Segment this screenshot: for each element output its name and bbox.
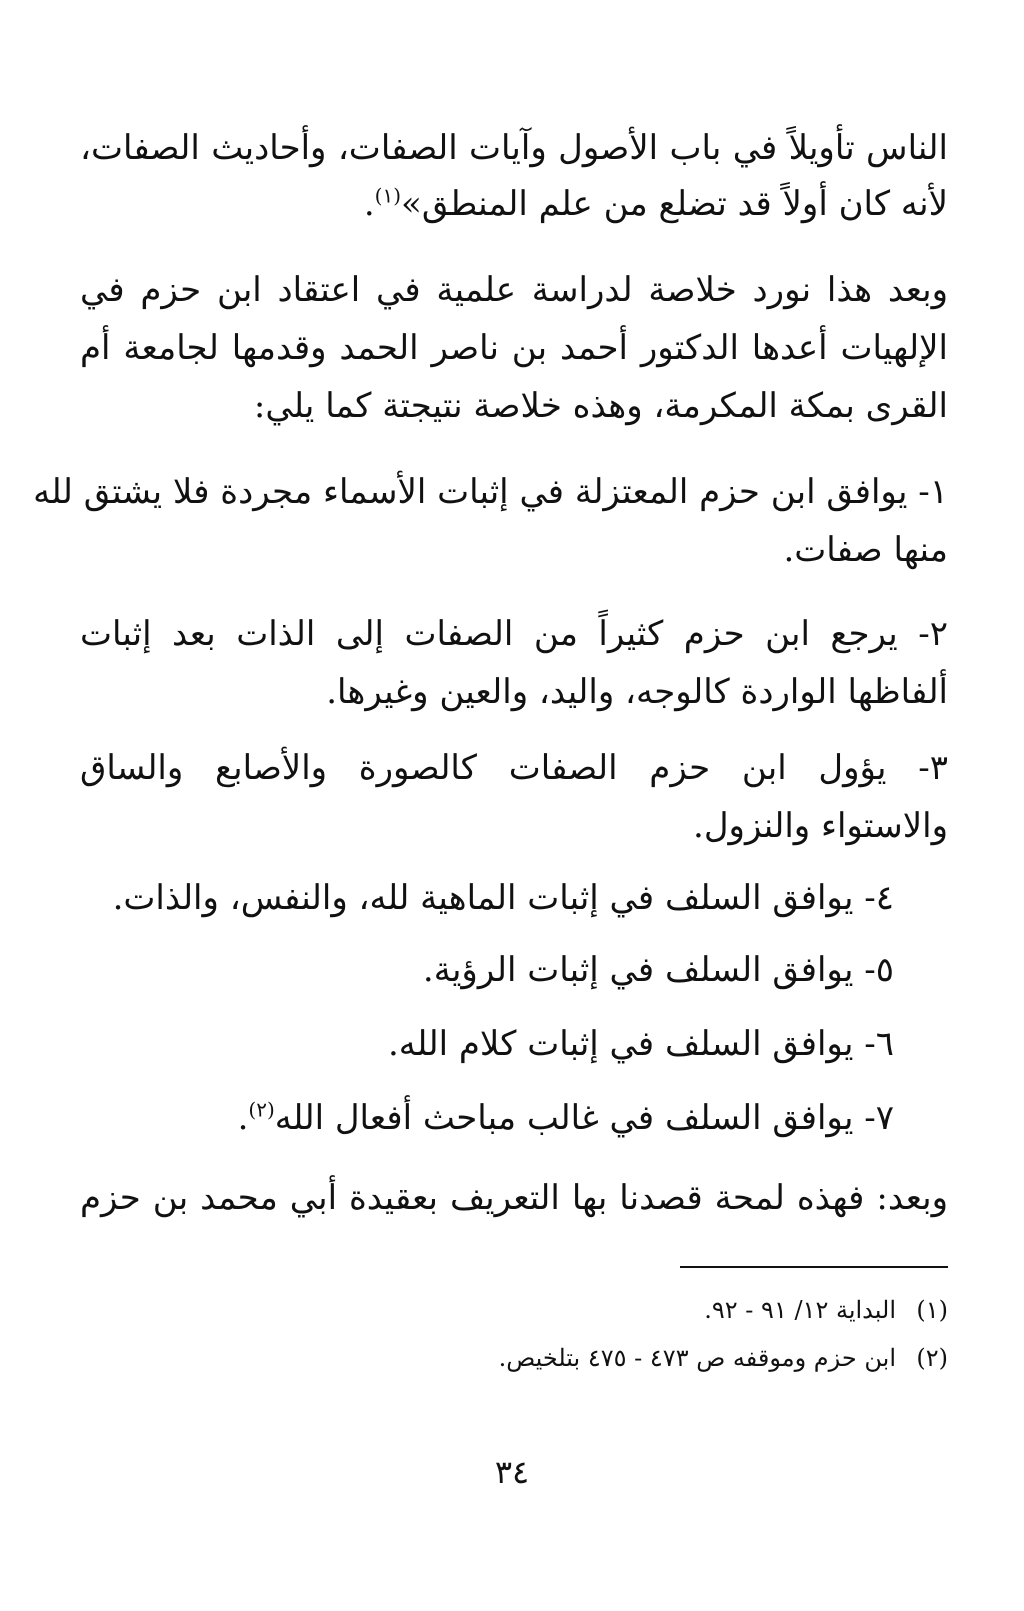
footnote-marker-2: (٢) — [248, 1097, 275, 1122]
body-line-7: منها صفات. — [783, 530, 948, 570]
body-line-11: والاستواء والنزول. — [693, 806, 948, 846]
footnote-2-number: (٢) — [916, 1344, 948, 1372]
footnote-1 — [80, 1290, 948, 1330]
footnote-marker-1: (١) — [374, 183, 402, 208]
body-line-15-text: ٧- يوافق السلف في غالب مباحث أفعال الله — [274, 1098, 894, 1138]
body-line-2 — [80, 176, 948, 232]
body-line-5: القرى بمكة المكرمة، وهذه خلاصة نتيجتة كما يلي: — [253, 386, 948, 426]
page-number: ٣٤ — [494, 1453, 530, 1491]
body-line-8: ٢- يرجع ابن حزم كثيراً من الصفات إلى الذات بعد إثبات — [80, 614, 948, 654]
footnote-separator — [680, 1266, 948, 1268]
footnote-1-text: البداية ١٢/ ٩١ - ٩٢. — [704, 1296, 896, 1324]
body-line-12: ٤- يوافق السلف في إثبات الماهية لله، والنفس، والذات. — [112, 878, 894, 918]
body-line-16: وبعد: فهذه لمحة قصدنا بها التعريف بعقيدة أبي محمد بن حزم — [80, 1178, 948, 1218]
footnote-2-text: ابن حزم وموقفه ص ٤٧٣ - ٤٧٥ بتلخيص. — [498, 1344, 896, 1372]
body-line-10: ٣- يؤول ابن حزم الصفات كالصورة والأصابع والساق — [80, 748, 948, 788]
body-line-2-end: . — [363, 184, 375, 224]
body-line-14: ٦- يوافق السلف في إثبات كلام الله. — [387, 1024, 894, 1064]
body-line-2-text: لأنه كان أولاً قد تضلع من علم المنطق» — [401, 184, 948, 224]
body-line-9: ألفاظها الواردة كالوجه، واليد، والعين وغيرها. — [326, 672, 948, 712]
body-line-15-end: . — [237, 1098, 249, 1138]
body-line-4: الإلهيات أعدها الدكتور أحمد بن ناصر الحمد وقدمها لجامعة أم — [80, 328, 948, 368]
footnote-2 — [80, 1338, 948, 1378]
body-line-6: ١- يوافق ابن حزم المعتزلة في إثبات الأسماء مجردة فلا يشتق لله — [33, 472, 948, 512]
body-line-15 — [80, 1090, 894, 1146]
body-line-13: ٥- يوافق السلف في إثبات الرؤية. — [422, 950, 894, 990]
body-line-1: الناس تأويلاً في باب الأصول وآيات الصفات، وأحاديث الصفات، — [80, 128, 948, 168]
footnote-1-number: (١) — [916, 1296, 948, 1324]
body-line-3: وبعد هذا نورد خلاصة لدراسة علمية في اعتقاد ابن حزم في — [80, 270, 948, 310]
